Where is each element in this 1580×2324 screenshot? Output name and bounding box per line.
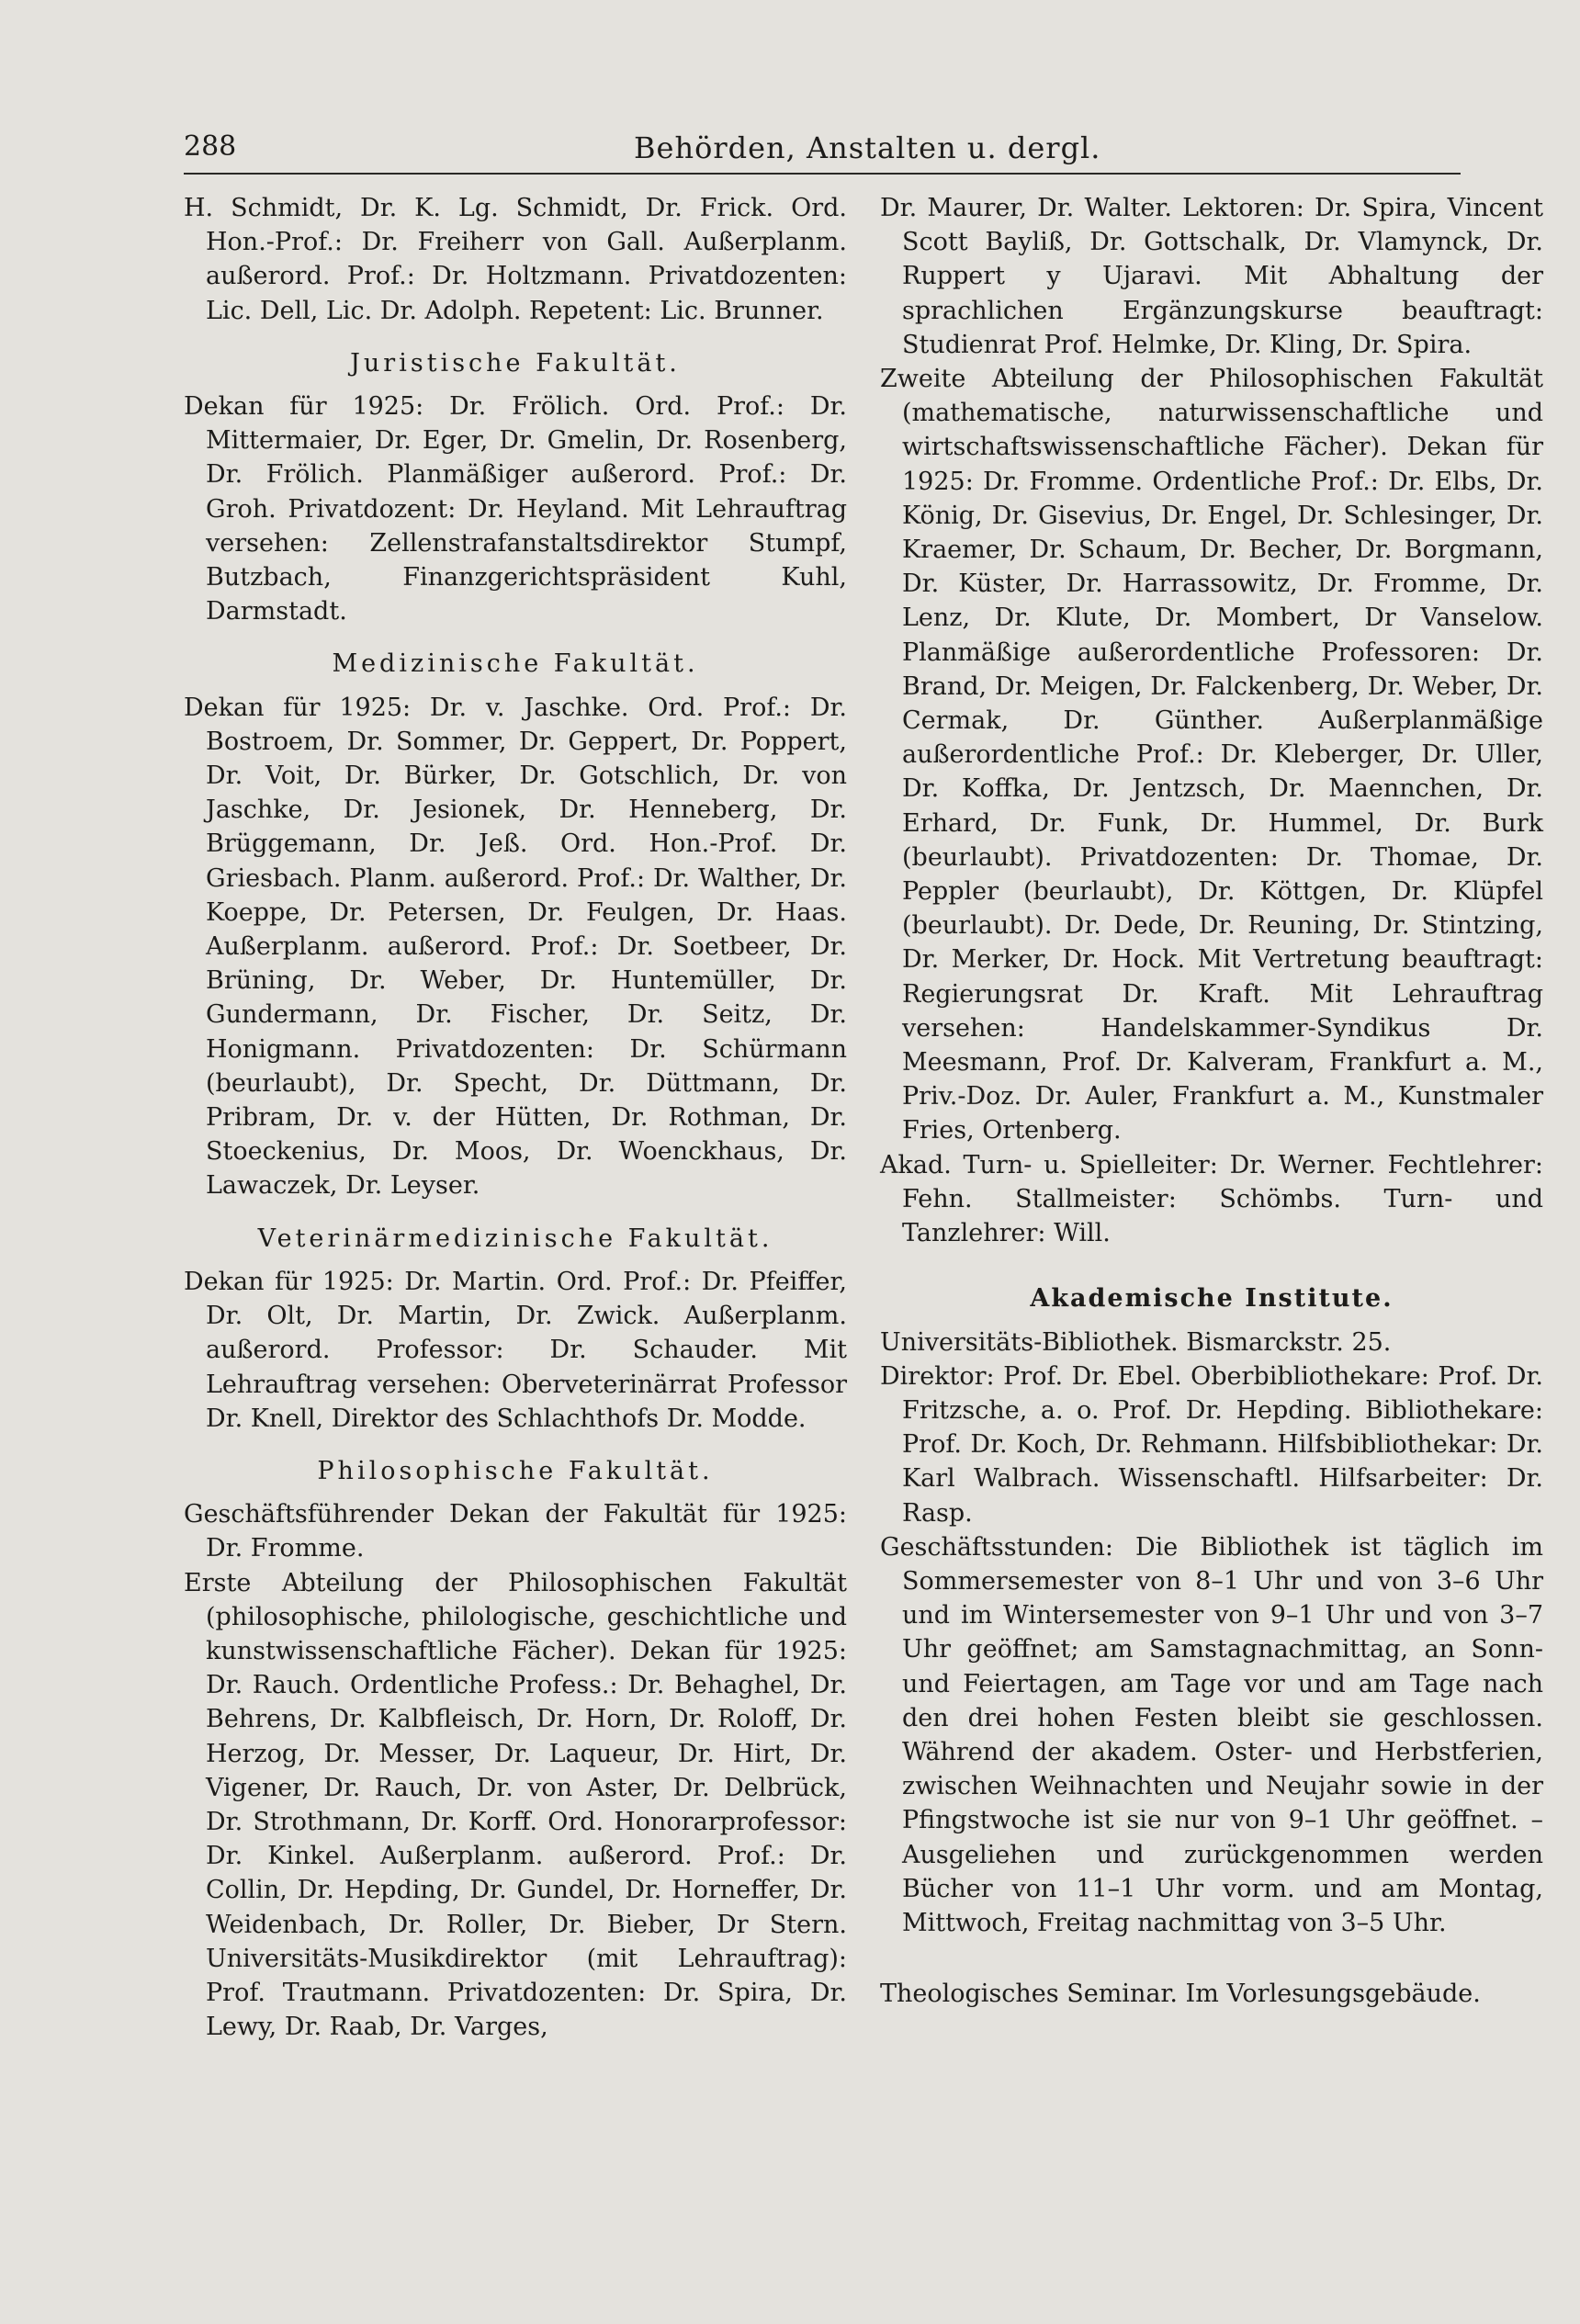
paragraph: Dekan für 1925: Dr. Martin. Ord. Prof.: Dr. Pfeiffer, Dr. Olt, Dr. Martin, Dr. Zwick. Außerplanm. außerord. Professor: Dr. Schauder. Mit Lehrauftrag versehen: Oberveterinärrat Professor Dr. Knell, Direktor des Schlachthofs Dr. Modde. xyxy=(184,1267,847,1433)
paragraph: Dr. Maurer, Dr. Walter. Lektoren: Dr. Spira, Vincent Scott Bayliß, Dr. Gottschalk, Dr. Vlamynck, Dr. Ruppert y Ujaravi. Mit Abhaltung der sprachlichen Ergänzungskurse beauftragt: Studienrat Prof. Helmke, Dr. Kling, Dr. Spira. xyxy=(880,194,1543,359)
section-heading: Veterinärmedizinische Fakultät. xyxy=(257,1224,773,1253)
paragraph: Universitäts-Bibliothek. Bismarckstr. 25. xyxy=(880,1327,1392,1357)
section-heading: Medizinische Fakultät. xyxy=(332,649,699,679)
paragraph: Dekan für 1925: Dr. v. Jaschke. Ord. Prof.: Dr. Bostroem, Dr. Sommer, Dr. Geppert, Dr. Poppert, Dr. Voit, Dr. Bürker, Dr. Gotschlich, Dr. von Jaschke, Dr. Jesionek, Dr. Henneberg, Dr. Brüggemann, Dr. Jeß. Ord. Hon.-Prof. Dr. Griesbach. Planm. außerord. Prof.: Dr. Walther, Dr. Koeppe, Dr. Petersen, Dr. Feulgen, Dr. Haas. Außerplanm. außerord. Prof.: Dr. Soetbeer, Dr. Brüning, Dr. Weber, Dr. Huntemüller, Dr. Gundermann, Dr. Fischer, Dr. Seitz, Dr. Honigmann. Privatdozenten: Dr. Schürmann (beurlaubt), Dr. Specht, Dr. Düttmann, Dr. Pribram, Dr. v. der Hütten, Dr. Rothman, Dr. Stoeckenius, Dr. Moos, Dr. Woenckhaus, Dr. Lawaczek, Dr. Leyser. xyxy=(184,693,847,1201)
paragraph: Geschäftsführender Dekan der Fakultät für 1925: Dr. Fromme. xyxy=(184,1500,847,1563)
paragraph: Zweite Abteilung der Philosophischen Fakultät (mathematische, naturwissenschaftliche und wirtschaftswissenschaftliche Fächer). Dekan für 1925: Dr. Fromme. Ordentliche Prof.: Dr. Elbs, Dr. König, Dr. Gisevius, Dr. Engel, Dr. Schlesinger, Dr. Kraemer, Dr. Schaum, Dr. Becher, Dr. Borgmann, Dr. Küster, Dr. Harrassowitz, Dr. Fromme, Dr. Lenz, Dr. Klute, Dr. Mombert, Dr Vanselow. Planmäßige außerordentliche Professoren: Dr. Brand, Dr. Meigen, Dr. Falckenberg, Dr. Weber, Dr. Cermak, Dr. Günther. Außerplanmäßige außerordentliche Prof.: Dr. Kleberger, Dr. Uller, Dr. Koffka, Dr. Jentzsch, Dr. Maennchen, Dr. Erhard, Dr. Funk, Dr. Hummel, Dr. Burk (beurlaubt). Privatdozenten: Dr. Thomae, Dr. Peppler (beurlaubt), Dr. Köttgen, Dr. Klüpfel (beurlaubt). Dr. Dede, Dr. Reuning, Dr. Stintzing, Dr. Merker, Dr. Hock. Mit Vertretung beauftragt: Regierungsrat Dr. Kraft. Mit Lehrauftrag versehen: Handelskammer-Syndikus Dr. Meesmann, Prof. Dr. Kalveram, Frankfurt a. M., Priv.-Doz. Dr. Auler, Frankfurt a. M., Kunstmaler Fries, Ortenberg. xyxy=(880,365,1543,1145)
right-column xyxy=(880,191,1543,2011)
paragraph: Akad. Turn- u. Spielleiter: Dr. Werner. Fechtlehrer: Fehn. Stallmeister: Schömbs. Turn- und Tanzlehrer: Will. xyxy=(880,1150,1543,1248)
page-header xyxy=(184,129,1461,175)
left-column xyxy=(184,191,847,2044)
running-title: Behörden, Anstalten u. dergl. xyxy=(634,130,1101,165)
section-heading: Philosophische Fakultät. xyxy=(317,1456,714,1485)
page-number: 288 xyxy=(184,130,237,163)
paragraph: Erste Abteilung der Philosophischen Fakultät (philosophische, philologische, geschichtliche und kunstwissenschaftliche Fächer). Dekan für 1925: Dr. Rauch. Ordentliche Profess.: Dr. Behaghel, Dr. Behrens, Dr. Kalbfleisch, Dr. Horn, Dr. Roloff, Dr. Herzog, Dr. Messer, Dr. Laqueur, Dr. Hirt, Dr. Vigener, Dr. Rauch, Dr. von Aster, Dr. Delbrück, Dr. Strothmann, Dr. Korff. Ord. Honorarprofessor: Dr. Kinkel. Außerplanm. außerord. Prof.: Dr. Collin, Dr. Hepding, Dr. Gundel, Dr. Horneffer, Dr. Weidenbach, Dr. Roller, Dr. Bieber, Dr Stern. Universitäts-Musikdirektor (mit Lehrauftrag): Prof. Trautmann. Privatdozenten: Dr. Spira, Dr. Lewy, Dr. Raab, Dr. Varges, xyxy=(184,1568,847,2042)
section-heading: Juristische Fakultät. xyxy=(350,348,681,378)
paragraph: Theologisches Seminar. Im Vorlesungsgebäude. xyxy=(880,1980,1481,2009)
section-heading: Akademische Institute. xyxy=(1030,1284,1394,1314)
paragraph: H. Schmidt, Dr. K. Lg. Schmidt, Dr. Frick. Ord. Hon.-Prof.: Dr. Freiherr von Gall. Außerplanm. außerord. Prof.: Dr. Holtzmann. Privatdozenten: Lic. Dell, Lic. Dr. Adolph. Repetent: Lic. Brunner. xyxy=(184,194,847,325)
paragraph: Geschäftsstunden: Die Bibliothek ist täglich im Sommersemester von 8–1 Uhr und von 3–6 Uhr und im Wintersemester von 9–1 Uhr und von 3–7 Uhr geöffnet; am Samstagnachmittag, an Sonn- und Feiertagen, am Tage vor und am Tage nach den drei hohen Festen bleibt sie geschlossen. Während der akadem. Oster- und Herbstferien, zwischen Weihnachten und Neujahr sowie in der Pfingstwoche ist sie nur von 9–1 Uhr geöffnet. – Ausgeliehen und zurückgenommen werden Bücher von 11–1 Uhr vorm. und am Montag, Mittwoch, Freitag nachmittag von 3–5 Uhr. xyxy=(880,1532,1543,1937)
paragraph: Direktor: Prof. Dr. Ebel. Oberbibliothekare: Prof. Dr. Fritzsche, a. o. Prof. Dr. Hepding. Bibliothekare: Prof. Dr. Koch, Dr. Rehmann. Hilfsbibliothekar: Dr. Karl Walbrach. Wissenschaftl. Hilfsarbeiter: Dr. Rasp. xyxy=(880,1361,1543,1528)
paragraph: Dekan für 1925: Dr. Frölich. Ord. Prof.: Dr. Mittermaier, Dr. Eger, Dr. Gmelin, Dr. Rosenberg, Dr. Frölich. Planmäßiger außerord. Prof.: Dr. Groh. Privatdozent: Dr. Heyland. Mit Lehrauftrag versehen: Zellenstrafanstaltsdirektor Stumpf, Butzbach, Finanzgerichtspräsident Kuhl, Darmstadt. xyxy=(184,392,847,626)
